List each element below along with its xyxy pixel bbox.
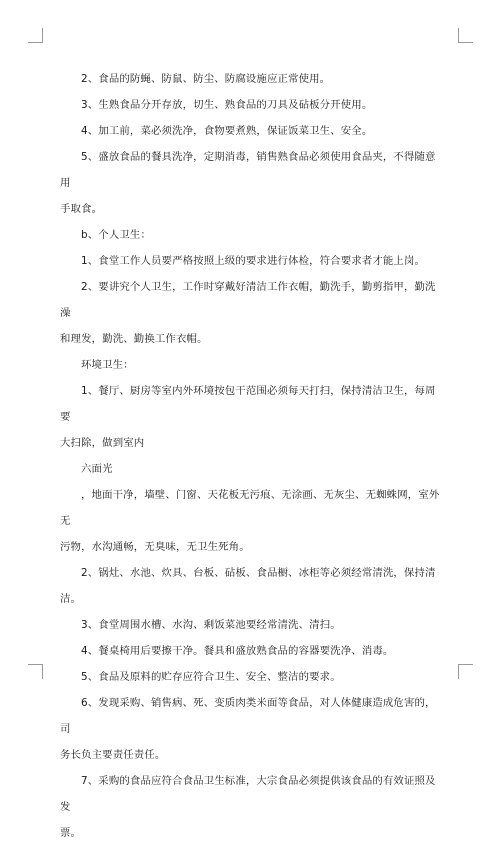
text-line: 务长负主要责任责任。: [60, 749, 166, 761]
section-heading: b、个人卫生：: [81, 229, 151, 241]
text-line: 5、食品及原料的贮存应符合卫生、安全、整洁的要求。: [81, 671, 341, 683]
text-line: 大扫除，做到室内: [60, 437, 145, 449]
text-line: 1、餐厅、厨房等室内外环境按包干范围必须每天打扫，保持清洁卫生，每周要: [60, 385, 436, 423]
text-line: 2、食品的防蝇、防鼠、防尘、防腐设施应正常使用。: [81, 73, 331, 85]
text-line: 票。: [60, 827, 82, 839]
text-line: 和理发，勤洗、勤换工作衣帽。: [60, 333, 208, 345]
text-line: 3、食堂周围水槽、水沟、剩饭菜池要经常清洗、清扫。: [81, 619, 341, 631]
text-line: 3、生熟食品分开存放，切生、熟食品的刀具及砧板分开使用。: [81, 99, 373, 111]
text-line: 4、加工前，菜必须洗净，食物要煮熟，保证饭菜卫生、安全。: [81, 125, 373, 137]
crop-mark-bottom-left: [28, 664, 43, 679]
document-body: [60, 66, 440, 846]
text-line: ，地面干净，墙壁、门窗、天花板无污痕、无涂画、无灰尘、无蜘蛛网，室外无: [60, 489, 440, 527]
crop-mark-top-left: [28, 28, 43, 43]
text-line: 6、发现采购、销售病、死、变质肉类米面等食品，对人体健康造成危害的，司: [60, 697, 436, 735]
text-line: 5、盛放食品的餐具洗净，定期消毒，销售熟食品必须使用食品夹，不得随意用: [60, 151, 436, 189]
text-line: 1、食堂工作人员要严格按照上级的要求进行体检，符合要求者才能上岗。: [81, 255, 426, 267]
text-line: 4、餐桌椅用后要擦干净。餐具和盛放熟食品的容器要洗净、消毒。: [81, 645, 394, 657]
crop-mark-top-right: [458, 28, 473, 43]
text-line: 2、锅灶、水池、炊具、台板、砧板、食品橱、冰柜等必须经常清洗，保持清洁。: [60, 567, 436, 605]
text-line: 2、要讲究个人卫生，工作时穿戴好清洁工作衣帽，勤洗手，勤剪指甲，勤洗澡: [60, 281, 436, 319]
text-line: 手取食。: [60, 203, 103, 215]
text-line: 六面光: [81, 463, 113, 475]
text-line: 污物，水沟通畅，无臭味，无卫生死角。: [60, 541, 250, 553]
section-heading: 环境卫生：: [81, 359, 134, 371]
text-line: 7、采购的食品应符合食品卫生标准，大宗食品必须提供该食品的有效证照及发: [60, 775, 436, 813]
crop-mark-bottom-right: [458, 664, 473, 679]
